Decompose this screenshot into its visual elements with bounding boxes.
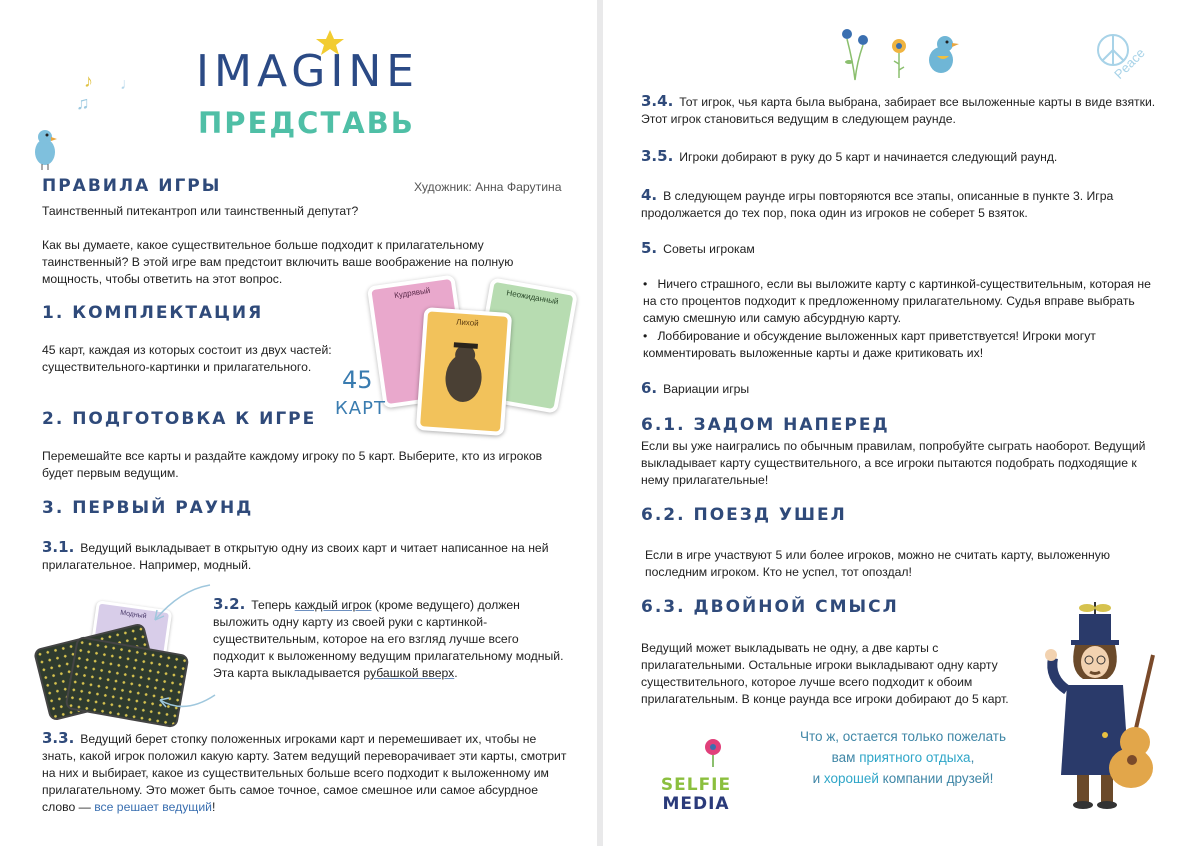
cards-word: КАРТ [335, 398, 386, 419]
cards-count: 45 [342, 366, 373, 394]
host-decides: все решает ведущий [94, 800, 212, 814]
left-page [0, 0, 597, 846]
section-3-3 [42, 730, 569, 816]
card-word: Неожиданный [505, 288, 560, 307]
brand-logo [651, 776, 741, 814]
logo-title: IMAGINE [196, 46, 420, 97]
section-6-1-heading: 6.1. ЗАДОМ НАПЕРЕД [641, 415, 890, 435]
section-3-4 [641, 93, 1166, 128]
section-6-3-heading: 6.3. ДВОЙНОЙ СМЫСЛ [641, 597, 899, 617]
closing-3b: хорошей [823, 771, 879, 786]
logo-subtitle: ПРЕДСТАВЬ [198, 106, 415, 140]
badger-illustration [421, 330, 506, 415]
underlined-face-down: рубашкой вверх [363, 666, 455, 680]
tip-1 [643, 276, 1158, 327]
section-5-label: Советы игрокам [663, 242, 755, 256]
closing-line-3 [768, 768, 1038, 789]
section-3-4-number: 3.4. [641, 92, 674, 110]
section-3-1-text: Ведущий выкладывает в открытую одну из своих карт и читает написанное на ней прилагательное. Например, модный. [42, 541, 549, 572]
closing-line-1: Что ж, остается только пожелать [799, 729, 1007, 744]
brand-flower-icon [698, 735, 728, 769]
section-2-heading: 2. ПОДГОТОВКА К ИГРЕ [42, 409, 317, 429]
rules-heading: ПРАВИЛА ИГРЫ [42, 176, 222, 196]
closing-2c: , [970, 750, 975, 765]
section-6-3-text: Ведущий может выкладывать не одну, а две карты с прилагательными. Остальные игроки выкладывают одну карту существительного, которое лучше всего подходит к обоим прилагательным. В конце раунда все игроки добирают до 5 карт. [641, 641, 1009, 706]
flower-icon [887, 36, 911, 80]
section-3-heading: 3. ПЕРВЫЙ РАУНД [42, 498, 254, 518]
tip-2-text: Лоббирование и обсуждение выложенных карт приветствуется! Игроки могут комментировать выложенные карты и даже критиковать их! [643, 329, 1096, 360]
bird-icon [919, 32, 961, 78]
music-note-icon: ♩ [120, 76, 136, 93]
card-yellow [416, 307, 512, 436]
demo-card-word: Модный [119, 609, 147, 621]
artist-credit: Художник: Анна Фарутина [414, 180, 562, 194]
section-3-1 [42, 539, 567, 574]
section-6 [641, 380, 749, 398]
section-3-2-number: 3.2. [213, 595, 246, 613]
section-3-4-text: Тот игрок, чья карта была выбрана, забирает все выложенные карты в виде взятки. Этот игрок становиться ведущим в следующем раунде. [641, 95, 1156, 126]
card-word: Кудрявый [393, 286, 431, 300]
section-3-2-text-b: (кроме ведущего) должен выложить одну карту из своей руки с картинкой-существительным, которое на его взгляд лучше всего подходит к выложенному ведущим прилагательному модный. [213, 598, 564, 663]
tip-1-text: Ничего страшного, если вы выложите карту с картинкой-существительным, которая не на сто процентов подходит к предложенному прилагательному. Судья вправе выбрать самую смешную или самую абсурдную карту. [643, 277, 1151, 325]
section-3-2 [213, 596, 568, 682]
section-4-number: 4. [641, 186, 658, 204]
right-page [603, 0, 1200, 846]
section-3-2-text-c: Эта карта выкладывается [213, 666, 364, 680]
bird-icon [30, 126, 60, 170]
section-3-2-text-a: Теперь [251, 598, 295, 612]
section-3-3-end: ! [211, 800, 216, 814]
brand-selfie: SELFIE [660, 775, 732, 795]
closing-2a: вам [831, 750, 860, 765]
section-6-1-text: Если вы уже наигрались по обычным правилам, попробуйте сыграть наоборот. Ведущий выкладывает карту существительного, а все игроки пытаются подобрать подходящие к нему прилагательные! [641, 439, 1146, 487]
section-6-label: Вариации игры [663, 382, 750, 396]
section-6-2-text: Если в игре участвуют 5 или более игроков, можно не считать карту, выложенную последним игроком. Кто не успел, тот опоздал! [645, 548, 1110, 579]
closing-3c: компании друзей! [878, 771, 994, 786]
underlined-each-player: каждый игрок [294, 598, 372, 612]
peace-label: Peace [1111, 45, 1148, 82]
section-3-2-text-d: . [454, 666, 458, 680]
card-fan-illustration [360, 270, 570, 440]
section-2-text: Перемешайте все карты и раздайте каждому игроку по 5 карт. Выберите, кто из игроков будет первым ведущим. [42, 449, 543, 480]
section-5-number: 5. [641, 239, 658, 257]
section-4-text: В следующем раунде игры повторяются все этапы, описанные в пункте 3. Игра продолжается до тех пор, пока один из игроков не соберет 5 взяток. [641, 189, 1114, 220]
closing-message [768, 726, 1038, 789]
section-6-2-heading: 6.2. ПОЕЗД УШЕЛ [641, 505, 847, 525]
section-3-5 [641, 148, 1166, 166]
musician-illustration [1035, 600, 1165, 820]
card-word: Лихой [455, 317, 479, 328]
brand-media: MEDIA [662, 794, 730, 814]
section-6-number: 6. [641, 379, 658, 397]
closing-3a: и [812, 771, 824, 786]
intro-paragraph: Как вы думаете, какое существительное больше подходит к прилагательному таинственный? В этой игре вам предстоит включить ваше воображение на полную мощность, чтобы ответить на этот вопрос. [42, 238, 514, 286]
section-3-5-number: 3.5. [641, 147, 674, 165]
music-notes-icon: ♪ ♫ [76, 71, 93, 113]
section-3-3-text: Ведущий берет стопку положенных игроками карт и перемешивает их, чтобы не знать, какой игрок положил какую карту. Затем ведущий переворачивает эти карты, смотрит на них и выбирает, какое из существительных больше всего подходит к выложенному им прилагательному. Это может быть самое точное, самое смешное или самое абсурдное слово — [42, 732, 567, 814]
closing-line-2 [768, 747, 1038, 768]
intro-question: Таинственный питекантроп или таинственный депутат? [42, 204, 359, 218]
arrows-icon [140, 580, 220, 720]
flowers-icon [835, 22, 875, 82]
section-5 [641, 240, 755, 258]
section-1-text: 45 карт, каждая из которых состоит из двух частей: существительного-картинки и прилагательного. [42, 343, 332, 374]
section-3-1-number: 3.1. [42, 538, 75, 556]
tip-2 [643, 328, 1158, 362]
bullet-icon: • [643, 329, 658, 343]
section-1-heading: 1. КОМПЛЕКТАЦИЯ [42, 303, 264, 323]
section-3-3-number: 3.3. [42, 729, 75, 747]
section-4 [641, 187, 1166, 222]
bullet-icon: • [643, 277, 658, 291]
closing-2b: приятного отдыха [859, 750, 971, 765]
section-3-5-text: Игроки добирают в руку до 5 карт и начинается следующий раунд. [679, 150, 1058, 164]
